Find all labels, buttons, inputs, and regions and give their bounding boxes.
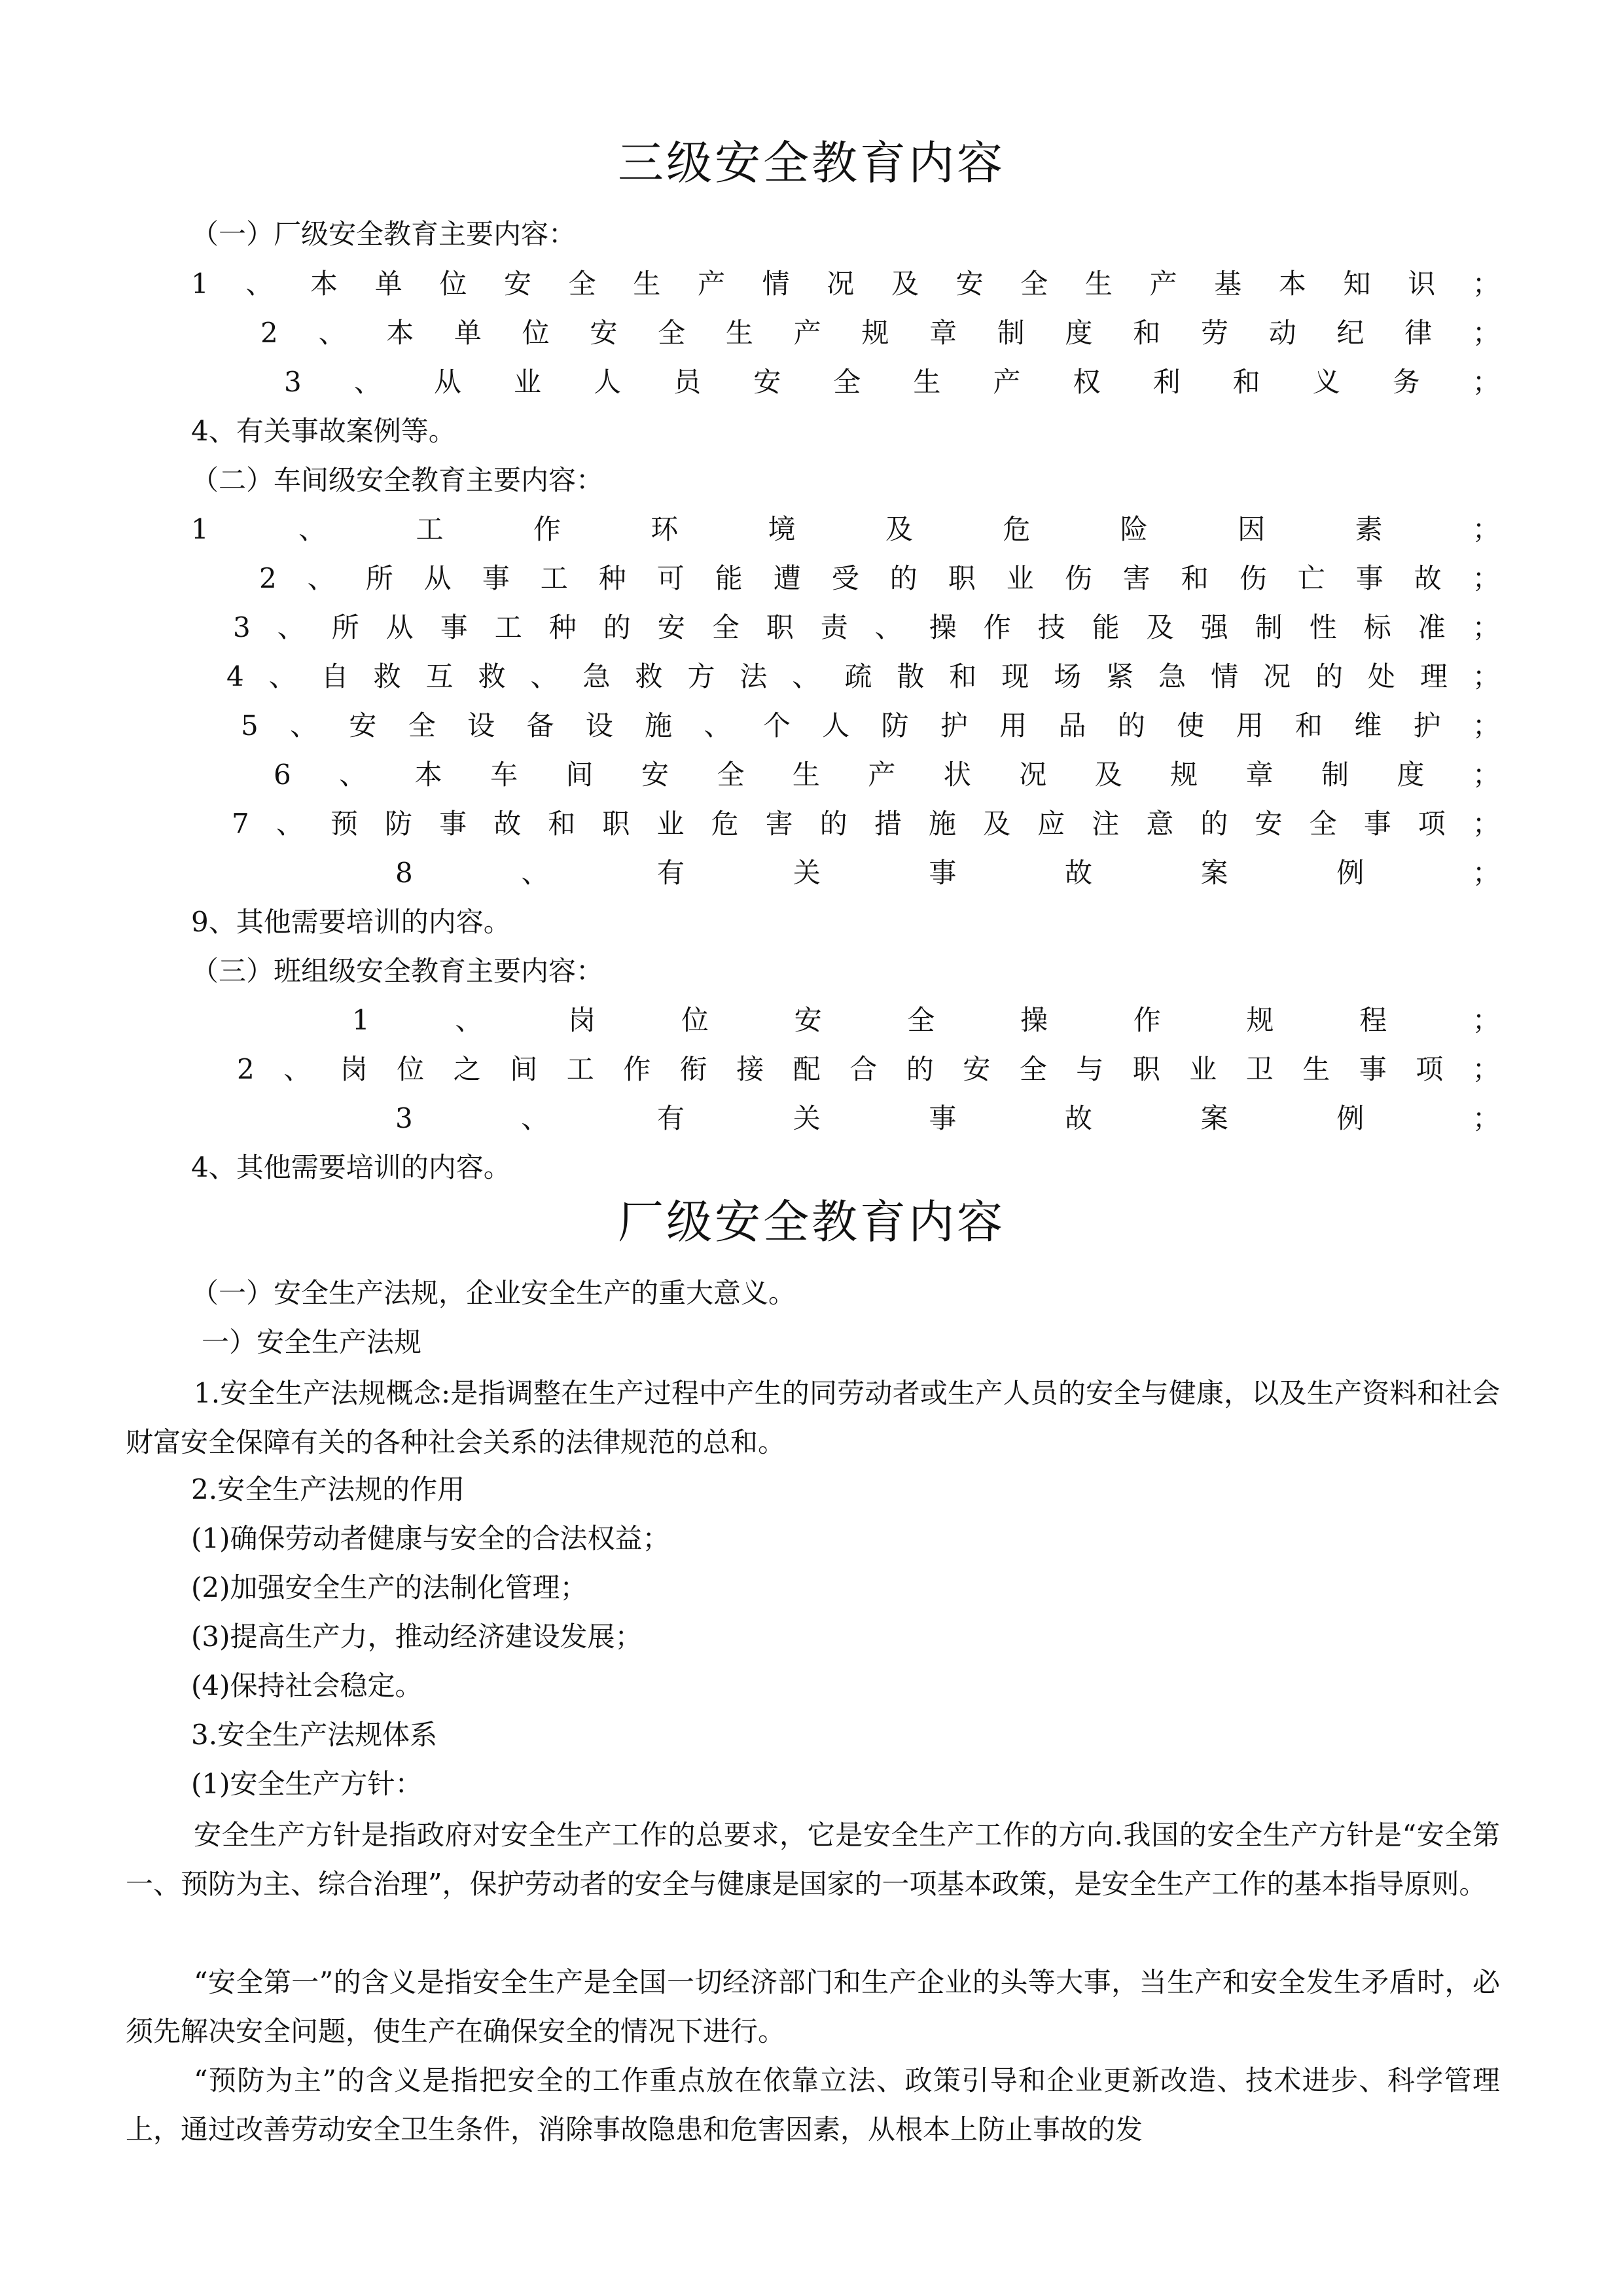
char: 危 bbox=[711, 808, 739, 840]
char: 、 bbox=[339, 759, 367, 791]
char: 6 bbox=[274, 759, 291, 791]
char: 项 bbox=[1416, 1053, 1444, 1085]
char: 、 bbox=[530, 660, 558, 692]
char: 防 bbox=[385, 808, 413, 840]
char: 工 bbox=[540, 562, 568, 594]
char: 全 bbox=[907, 1004, 935, 1036]
char: 故 bbox=[493, 808, 522, 840]
char: 业 bbox=[656, 808, 685, 840]
char: 救 bbox=[373, 660, 401, 692]
char: 全 bbox=[717, 759, 745, 791]
char: 工 bbox=[566, 1053, 594, 1085]
char: 标 bbox=[1363, 611, 1391, 643]
char: 全 bbox=[711, 611, 740, 643]
char: 作 bbox=[623, 1053, 651, 1085]
char: 种 bbox=[548, 611, 577, 643]
char: 例 bbox=[1336, 1102, 1364, 1134]
char: 情 bbox=[1211, 660, 1239, 692]
char: 本 bbox=[386, 317, 414, 349]
char: 紧 bbox=[1106, 660, 1134, 692]
section-title: 厂级安全教育内容 bbox=[618, 1195, 1005, 1249]
char: 生 bbox=[913, 366, 941, 398]
char: 及 bbox=[885, 513, 913, 545]
char: 、 bbox=[276, 808, 304, 840]
char: 有 bbox=[657, 857, 685, 889]
char: 事 bbox=[1355, 562, 1383, 594]
char: 的 bbox=[906, 1053, 934, 1085]
char: ； bbox=[1472, 1004, 1500, 1036]
char: 、 bbox=[353, 366, 382, 398]
char: 、 bbox=[268, 660, 296, 692]
char: 用 bbox=[999, 709, 1027, 742]
char: 现 bbox=[1001, 660, 1029, 692]
char: 操 bbox=[1020, 1004, 1048, 1036]
char: 人 bbox=[594, 366, 622, 398]
sub-heading: 2.安全生产法规的作用 bbox=[191, 1473, 465, 1505]
char: 案 bbox=[1200, 857, 1228, 889]
char: 、 bbox=[521, 857, 549, 889]
char: 劳 bbox=[1201, 317, 1229, 349]
char: 施 bbox=[645, 709, 673, 742]
part-heading: （一）安全生产法规，企业安全生产的重大意义。 bbox=[191, 1277, 796, 1309]
char: 施 bbox=[928, 808, 956, 840]
char: 动 bbox=[1268, 317, 1296, 349]
char: 、 bbox=[455, 1004, 483, 1036]
char: 安 bbox=[963, 1053, 991, 1085]
char: 及 bbox=[1094, 759, 1122, 791]
char: 关 bbox=[793, 857, 821, 889]
char: 产 bbox=[697, 268, 725, 300]
char: 的 bbox=[1315, 660, 1344, 692]
char: 、 bbox=[307, 562, 335, 594]
char: 素 bbox=[1355, 513, 1383, 545]
char: 故 bbox=[1414, 562, 1442, 594]
char: 规 bbox=[1170, 759, 1198, 791]
char: 故 bbox=[1065, 857, 1093, 889]
char: 度 bbox=[1397, 759, 1425, 791]
char: 设 bbox=[467, 709, 495, 742]
char: 境 bbox=[768, 513, 796, 545]
char: 全 bbox=[568, 268, 596, 300]
char: 章 bbox=[1245, 759, 1274, 791]
char: 本 bbox=[1278, 268, 1306, 300]
char: 从 bbox=[385, 611, 414, 643]
char: 从 bbox=[423, 562, 452, 594]
char: 和 bbox=[1133, 317, 1161, 349]
char: 安 bbox=[794, 1004, 822, 1036]
char: 间 bbox=[510, 1053, 538, 1085]
char: 与 bbox=[1076, 1053, 1104, 1085]
char: 处 bbox=[1368, 660, 1396, 692]
char: 5 bbox=[241, 709, 259, 742]
char: 1 bbox=[191, 268, 209, 300]
char: 工 bbox=[494, 611, 522, 643]
char: 安 bbox=[753, 366, 781, 398]
char: 4 bbox=[226, 660, 244, 692]
char: 基 bbox=[1214, 268, 1242, 300]
char: 接 bbox=[736, 1053, 764, 1085]
sub-heading: 3.安全生产法规体系 bbox=[191, 1719, 438, 1751]
char: 的 bbox=[603, 611, 631, 643]
char: ； bbox=[1472, 759, 1500, 791]
char: 况 bbox=[827, 268, 855, 300]
char: 散 bbox=[897, 660, 925, 692]
char: ； bbox=[1472, 513, 1500, 545]
char: 生 bbox=[725, 317, 753, 349]
char: 所 bbox=[365, 562, 393, 594]
char: 制 bbox=[1255, 611, 1283, 643]
list-item: (2)加强安全生产的法制化管理； bbox=[191, 1571, 588, 1604]
char: 单 bbox=[454, 317, 482, 349]
section-heading-team: （三）班组级安全教育主要内容： bbox=[191, 955, 604, 987]
char: 和 bbox=[1181, 562, 1209, 594]
char: 位 bbox=[522, 317, 550, 349]
char: 自 bbox=[321, 660, 349, 692]
char: 产 bbox=[993, 366, 1021, 398]
char: 务 bbox=[1392, 366, 1420, 398]
char: 业 bbox=[513, 366, 541, 398]
char: 遭 bbox=[773, 562, 801, 594]
char: 生 bbox=[633, 268, 661, 300]
char: 有 bbox=[657, 1102, 685, 1134]
char: 护 bbox=[940, 709, 968, 742]
paragraph: 1.安全生产法规概念:是指调整在生产过程中产生的同劳动者或生产人员的安全与健康，以及生产资料和社会财富安全保障有关的各种社会关系的法律规范的总和。 bbox=[126, 1377, 1500, 1458]
char: 可 bbox=[656, 562, 685, 594]
char: 衔 bbox=[679, 1053, 707, 1085]
char: 、 bbox=[277, 611, 305, 643]
char: ； bbox=[1472, 857, 1500, 889]
char: 全 bbox=[1309, 808, 1337, 840]
char: 、 bbox=[245, 268, 274, 300]
char: 义 bbox=[1312, 366, 1340, 398]
char: 2 bbox=[260, 317, 278, 349]
char: 、 bbox=[704, 709, 732, 742]
char: 配 bbox=[793, 1053, 821, 1085]
char: 2 bbox=[237, 1053, 255, 1085]
char: 事 bbox=[1359, 1053, 1387, 1085]
char: 本 bbox=[310, 268, 338, 300]
char: 能 bbox=[715, 562, 743, 594]
char: ； bbox=[1472, 562, 1500, 594]
char: 及 bbox=[983, 808, 1011, 840]
section-heading-factory: （一）厂级安全教育主要内容： bbox=[191, 218, 577, 250]
char: 的 bbox=[889, 562, 918, 594]
char: 职 bbox=[766, 611, 794, 643]
list-item: (4)保持社会稳定。 bbox=[191, 1670, 423, 1702]
char: 业 bbox=[1006, 562, 1034, 594]
char: 岗 bbox=[568, 1004, 596, 1036]
char: 律 bbox=[1404, 317, 1433, 349]
char: 岗 bbox=[340, 1053, 368, 1085]
list-item bbox=[274, 755, 1500, 795]
char: 、 bbox=[521, 1102, 549, 1134]
char: 性 bbox=[1309, 611, 1337, 643]
char: 状 bbox=[943, 759, 971, 791]
char: 从 bbox=[433, 366, 461, 398]
char: 责 bbox=[820, 611, 848, 643]
char: 生 bbox=[1302, 1053, 1330, 1085]
char: 纪 bbox=[1336, 317, 1364, 349]
char: 1 bbox=[191, 513, 209, 545]
char: 害 bbox=[765, 808, 793, 840]
char: 员 bbox=[673, 366, 702, 398]
char: 措 bbox=[874, 808, 902, 840]
char: 品 bbox=[1058, 709, 1086, 742]
char: 和 bbox=[548, 808, 576, 840]
list-item: 4、有关事故案例等。 bbox=[191, 415, 456, 447]
list-item bbox=[232, 804, 1500, 844]
char: 的 bbox=[1200, 808, 1228, 840]
char: 准 bbox=[1418, 611, 1446, 643]
char: 权 bbox=[1073, 366, 1101, 398]
char: 互 bbox=[425, 660, 454, 692]
char: 之 bbox=[453, 1053, 481, 1085]
char: 场 bbox=[1054, 660, 1082, 692]
paragraph: “预防为主”的含义是指把安全的工作重点放在依靠立法、政策引导和企业更新改造、技术进步、科学管理上，通过改善劳动安全卫生条件，消除事故隐患和危害因素，从根本上防止事故的发 bbox=[126, 2064, 1500, 2145]
list-item: 9、其他需要培训的内容。 bbox=[191, 906, 511, 938]
char: ； bbox=[1472, 808, 1500, 840]
char: 规 bbox=[1246, 1004, 1274, 1036]
char: 安 bbox=[1255, 808, 1283, 840]
char: 作 bbox=[1133, 1004, 1161, 1036]
char: 项 bbox=[1418, 808, 1446, 840]
list-item bbox=[241, 706, 1500, 745]
char: 产 bbox=[793, 317, 821, 349]
char: 职 bbox=[1132, 1053, 1160, 1085]
char: ； bbox=[1472, 660, 1500, 692]
char: 例 bbox=[1336, 857, 1364, 889]
char: 安 bbox=[349, 709, 377, 742]
char: 况 bbox=[1263, 660, 1291, 692]
char: 和 bbox=[949, 660, 977, 692]
char: 作 bbox=[983, 611, 1011, 643]
list-item: (3)提高生产力，推动经济建设发展； bbox=[191, 1621, 643, 1653]
char: 2 bbox=[259, 562, 277, 594]
char: ； bbox=[1472, 366, 1500, 398]
list-item bbox=[191, 264, 1500, 304]
list-item bbox=[284, 363, 1500, 402]
char: 预 bbox=[330, 808, 358, 840]
char: 及 bbox=[891, 268, 919, 300]
page-title: 三级安全教育内容 bbox=[618, 136, 1005, 190]
char: 制 bbox=[997, 317, 1025, 349]
char: 备 bbox=[526, 709, 554, 742]
char: 及 bbox=[1146, 611, 1174, 643]
char: 伤 bbox=[1239, 562, 1267, 594]
char: 伤 bbox=[1064, 562, 1092, 594]
char: 车 bbox=[490, 759, 518, 791]
char: 救 bbox=[635, 660, 663, 692]
char: 识 bbox=[1408, 268, 1436, 300]
char: 工 bbox=[416, 513, 444, 545]
char: 急 bbox=[1158, 660, 1186, 692]
section-heading-workshop: （二）车间级安全教育主要内容： bbox=[191, 464, 604, 496]
char: 职 bbox=[602, 808, 630, 840]
list-item bbox=[395, 853, 1500, 893]
char: 种 bbox=[598, 562, 626, 594]
char: 、 bbox=[792, 660, 820, 692]
char: 事 bbox=[929, 857, 957, 889]
char: 使 bbox=[1177, 709, 1205, 742]
char: 全 bbox=[1019, 1053, 1047, 1085]
char: 1 bbox=[352, 1004, 370, 1036]
char: 本 bbox=[414, 759, 442, 791]
char: 事 bbox=[482, 562, 510, 594]
char: 况 bbox=[1019, 759, 1047, 791]
list-item bbox=[237, 1050, 1500, 1089]
char: 间 bbox=[565, 759, 594, 791]
char: 业 bbox=[1189, 1053, 1217, 1085]
char: 关 bbox=[793, 1102, 821, 1134]
char: 技 bbox=[1037, 611, 1065, 643]
char: 位 bbox=[439, 268, 467, 300]
char: 故 bbox=[1065, 1102, 1093, 1134]
char: 所 bbox=[331, 611, 359, 643]
sub-heading: (1)安全生产方针： bbox=[191, 1768, 423, 1800]
char: 法 bbox=[740, 660, 768, 692]
char: 知 bbox=[1343, 268, 1371, 300]
char: 产 bbox=[868, 759, 896, 791]
char: 意 bbox=[1146, 808, 1174, 840]
char: 、 bbox=[283, 1053, 312, 1085]
list-item bbox=[395, 1099, 1500, 1138]
char: 案 bbox=[1200, 1102, 1228, 1134]
list-item bbox=[260, 314, 1500, 353]
char: 和 bbox=[1294, 709, 1323, 742]
char: 度 bbox=[1065, 317, 1093, 349]
char: 强 bbox=[1200, 611, 1228, 643]
char: 安 bbox=[955, 268, 984, 300]
char: 害 bbox=[1122, 562, 1150, 594]
char: 护 bbox=[1413, 709, 1441, 742]
char: 单 bbox=[374, 268, 402, 300]
sub-heading: 一）安全生产法规 bbox=[202, 1326, 422, 1358]
char: 用 bbox=[1236, 709, 1264, 742]
char: 安 bbox=[590, 317, 618, 349]
char: 全 bbox=[833, 366, 861, 398]
char: 全 bbox=[1020, 268, 1048, 300]
char: 环 bbox=[651, 513, 679, 545]
list-item bbox=[352, 1001, 1500, 1040]
paragraph: “安全第一”的含义是指安全生产是全国一切经济部门和生产企业的头等大事，当生产和安全发生矛盾时，必须先解决安全问题，使生产在确保安全的情况下进行。 bbox=[126, 1966, 1500, 2047]
char: 的 bbox=[819, 808, 847, 840]
char: 能 bbox=[1092, 611, 1120, 643]
char: 位 bbox=[397, 1053, 425, 1085]
list-item bbox=[233, 608, 1500, 647]
char: 程 bbox=[1359, 1004, 1387, 1036]
char: 制 bbox=[1321, 759, 1349, 791]
char: 利 bbox=[1152, 366, 1181, 398]
char: 8 bbox=[395, 857, 413, 889]
paragraph: 安全生产方针是指政府对安全生产工作的总要求，它是安全生产工作的方向.我国的安全生产方针是“安全第一、预防为主、综合治理”，保护劳动者的安全与健康是国家的一项基本政策，是安全生产工作的基本指导原则。 bbox=[126, 1819, 1500, 1900]
char: 、 bbox=[874, 611, 902, 643]
char: 全 bbox=[408, 709, 436, 742]
char: 、 bbox=[298, 513, 327, 545]
char: 生 bbox=[792, 759, 820, 791]
char: 合 bbox=[849, 1053, 878, 1085]
char: 情 bbox=[762, 268, 790, 300]
char: ； bbox=[1472, 317, 1500, 349]
char: 生 bbox=[1084, 268, 1113, 300]
char: 理 bbox=[1420, 660, 1448, 692]
list-item: 4、其他需要培训的内容。 bbox=[191, 1151, 511, 1183]
char: 方 bbox=[687, 660, 715, 692]
char: ； bbox=[1472, 1053, 1500, 1085]
char: 亡 bbox=[1297, 562, 1325, 594]
char: 个 bbox=[762, 709, 791, 742]
char: ； bbox=[1472, 611, 1500, 643]
char: 人 bbox=[822, 709, 850, 742]
list-item bbox=[191, 510, 1500, 549]
char: ； bbox=[1472, 709, 1500, 742]
list-item bbox=[259, 559, 1500, 598]
char: 应 bbox=[1037, 808, 1065, 840]
char: 事 bbox=[929, 1102, 957, 1134]
char: 职 bbox=[948, 562, 976, 594]
char: 7 bbox=[232, 808, 249, 840]
char: 产 bbox=[1149, 268, 1177, 300]
char: 章 bbox=[929, 317, 957, 349]
char: 安 bbox=[641, 759, 669, 791]
char: 急 bbox=[582, 660, 611, 692]
char: 作 bbox=[533, 513, 561, 545]
list-item: (1)确保劳动者健康与安全的合法权益； bbox=[191, 1522, 670, 1554]
char: 3 bbox=[395, 1102, 413, 1134]
char: 的 bbox=[1117, 709, 1145, 742]
char: 救 bbox=[478, 660, 506, 692]
char: 卫 bbox=[1245, 1053, 1274, 1085]
char: 防 bbox=[881, 709, 909, 742]
char: 全 bbox=[658, 317, 686, 349]
char: 位 bbox=[681, 1004, 709, 1036]
char: 操 bbox=[929, 611, 957, 643]
char: 注 bbox=[1092, 808, 1120, 840]
char: 3 bbox=[233, 611, 251, 643]
char: 事 bbox=[1363, 808, 1391, 840]
char: 和 bbox=[1232, 366, 1260, 398]
char: 3 bbox=[284, 366, 302, 398]
char: ； bbox=[1472, 1102, 1500, 1134]
char: ； bbox=[1472, 268, 1500, 300]
char: 安 bbox=[657, 611, 685, 643]
char: 因 bbox=[1238, 513, 1266, 545]
char: 事 bbox=[439, 808, 467, 840]
char: 受 bbox=[831, 562, 859, 594]
char: 、 bbox=[290, 709, 318, 742]
char: 维 bbox=[1354, 709, 1382, 742]
char: 安 bbox=[504, 268, 532, 300]
char: 危 bbox=[1003, 513, 1031, 545]
char: 、 bbox=[318, 317, 346, 349]
char: 设 bbox=[585, 709, 613, 742]
char: 险 bbox=[1120, 513, 1148, 545]
char: 事 bbox=[440, 611, 468, 643]
list-item bbox=[226, 657, 1500, 696]
char: 疏 bbox=[844, 660, 872, 692]
char: 规 bbox=[861, 317, 889, 349]
